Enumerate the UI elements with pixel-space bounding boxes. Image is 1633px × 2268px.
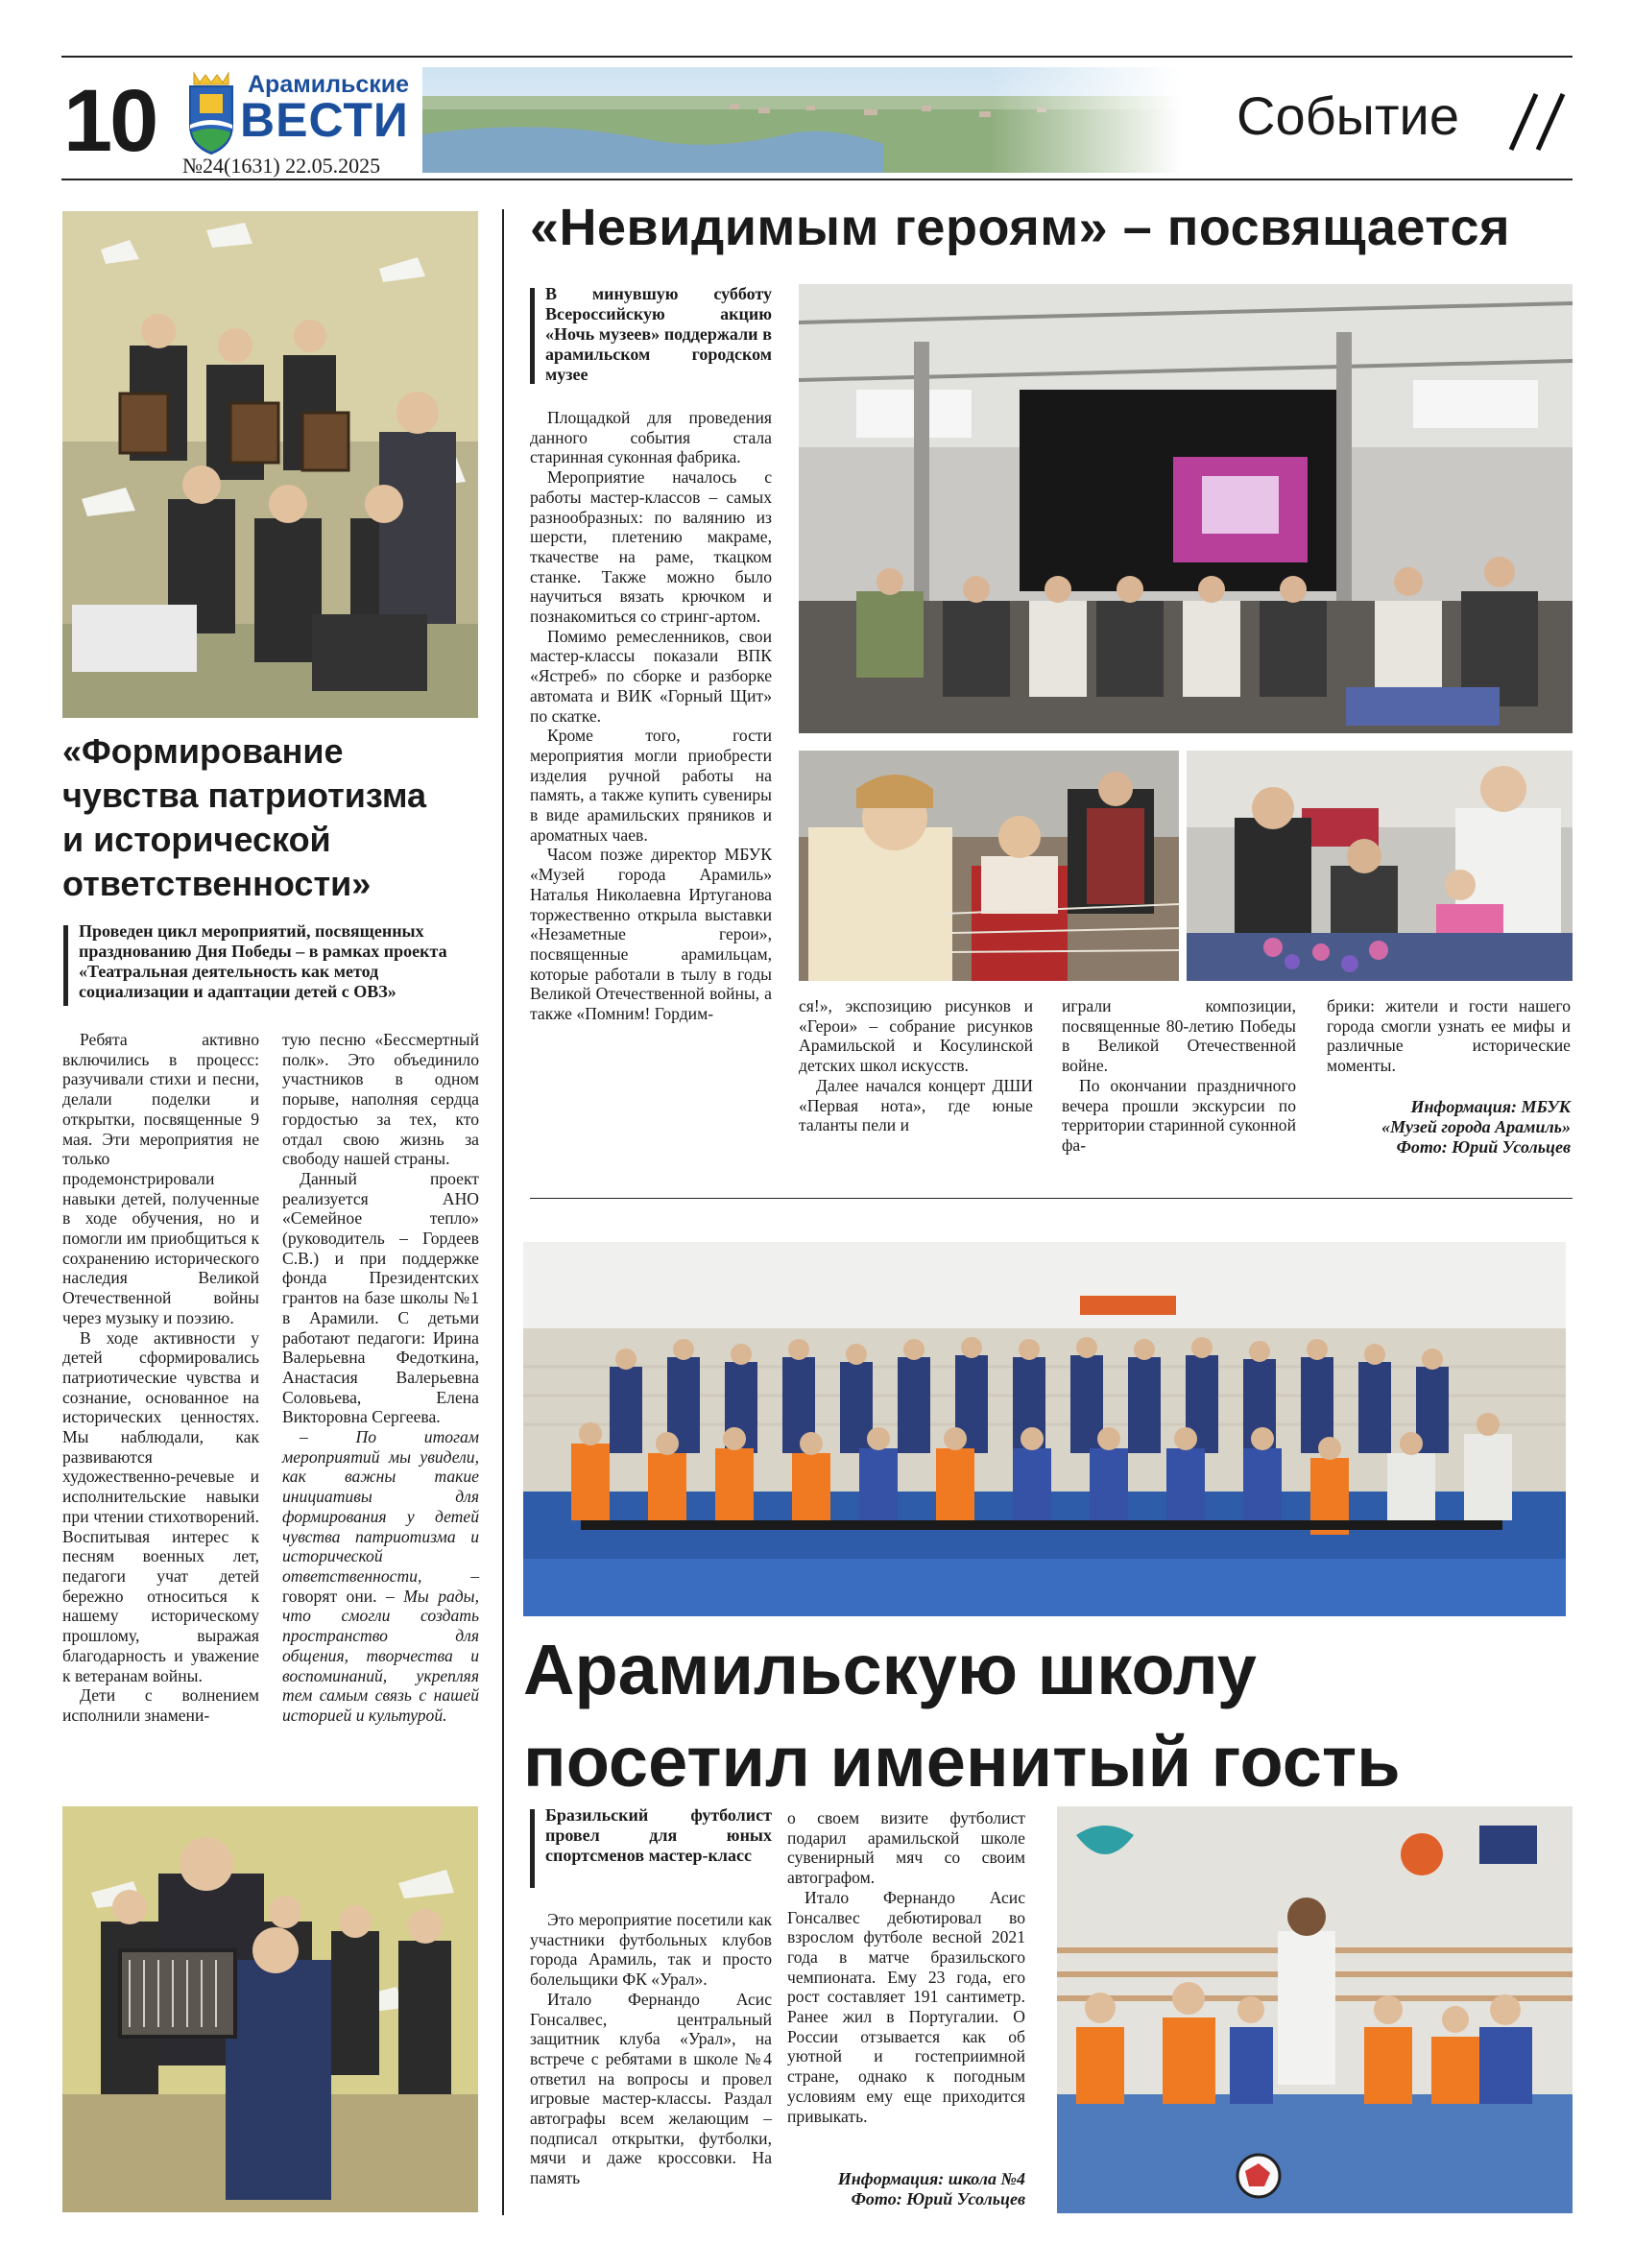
photo-museum-hall [799, 284, 1573, 733]
paragraph: Помимо ремесленников, свои мастер-классы показали ВПК «Ястреб» по сборке и разборке автомата и ВИК «Горный Щит» по скатке. [530, 626, 772, 726]
credit-line: Фото: Юрий Усольцев [851, 2189, 1025, 2208]
city-emblem-icon [182, 69, 240, 155]
left-headline-line: «Формирование [62, 731, 344, 771]
left-headline [62, 729, 485, 906]
brand-top: Арамильские [248, 71, 410, 98]
football-headline-line: Арамильскую школу [523, 1630, 1257, 1709]
left-lead: Проведен цикл мероприятий, посвященных празднованию Дня Победы – в рамках проекта «Театральная деятельность как метод социализации и адаптации детей с ОВЗ» [79, 921, 447, 1001]
paragraph: брики: жители и гости нашего города смогли узнать ее мифы и различные исторические моменты. [1327, 996, 1571, 1076]
paragraph: Кроме того, гости мероприятия могли приобрести изделия ручной работы на память, а также купить сувениры в виде арамильских пряников и ароматных чаев. [530, 726, 772, 845]
paragraph: Далее начался концерт ДШИ «Первая нота», где юные таланты пели и [799, 1075, 1033, 1135]
quote-text: – По итогам мероприятий мы увидели, как важны такие инициативы для формирования у детей чувства патриотизма и исторической ответственности, – [282, 1427, 479, 1586]
article-separator [530, 1198, 1573, 1199]
museum-column-1 [530, 408, 772, 1024]
paragraph: Это мероприятие посетили как участники футбольных клубов города Арамиль, так и просто болельщики ФК «Урал». [530, 1910, 772, 1990]
photo-felting-masterclass [1187, 751, 1573, 981]
paragraph: Мероприятие началось с работы мастер-классов – самых разнообразных: по валянию из шерсти, плетению макраме, ткачестве на раме, ткацком станке. Также можно было научиться вязать крючком и познакомиться со стринг-артом. [530, 467, 772, 627]
credit-line: Информация: школа №4 [837, 2169, 1025, 2188]
football-column-1 [530, 1910, 772, 2188]
paragraph: Дети с волнением исполнили знамени- [62, 1685, 259, 1725]
header-panorama [422, 67, 1181, 173]
photo-accordion-performance [62, 1806, 478, 2212]
column-divider [502, 209, 504, 2215]
museum-lead: В минувшую субботу Всероссийскую акцию «Ночь музеев» поддержали в арамильском городском музее [545, 284, 772, 384]
football-lead: Бразильский футболист провел для юных спортсменов мастер-класс [545, 1805, 772, 1865]
brand-logo [182, 69, 240, 155]
left-headline-line: ответственности» [62, 864, 372, 903]
museum-column-4 [1327, 996, 1571, 1076]
football-lead-bar [530, 1809, 535, 1888]
issue-number: №24(1631) 22.05.2025 [182, 154, 381, 178]
photo-schoolchildren-portraits [62, 211, 478, 718]
photo-footballer-with-kids [1057, 1806, 1573, 2213]
paragraph: В ходе активности у детей сформировались патриотические чувства и сознание, основанное на исторических ценностях. Мы наблюдали, как развиваются художественно-речевые и исполнительские навыки при чтении стихотворений. Воспитывая интерес к песням военных лет, педагоги учат детей бережно относиться к нашему историческому прошлому, выражая благодарность и уважение к ветеранам войны. [62, 1327, 259, 1685]
paragraph: По окончании праздничного вечера прошли экскурсии по территории старинной суконной фа- [1062, 1075, 1296, 1155]
photo-football-team-group [523, 1242, 1566, 1616]
football-column-2 [787, 1808, 1025, 2126]
paragraph: тую песню «Бессмертный полк». Это объединило участников в одном порыве, наполняя сердца гордостью за тех, кто отдал свою жизнь за свободу нашей страны. [282, 1030, 479, 1169]
paragraph: ся!», экспозицию рисунков и «Герои» – собрание рисунков Арамильской и Косулинской детских школ искусств. [799, 996, 1033, 1076]
football-credit [749, 2169, 1025, 2209]
top-rule [61, 56, 1573, 58]
paragraph: Часом позже директор МБУК «Музей города Арамиль» Наталья Николаевна Иртуганова торжественно открыла выставки «Незаметные герои», посвященные арамильцам, которые работали в тылу в годы Великой Отечественной войны, а также «Помним! Гордим- [530, 845, 772, 1024]
section-slash-icon [1507, 92, 1569, 152]
brand-main: ВЕСТИ [240, 93, 409, 147]
left-headline-line: и исторической [62, 820, 331, 859]
section-title: Событие [1237, 85, 1459, 146]
paragraph: Ребята активно включились в процесс: разучивали стихи и песни, делали поделки и открытки, посвященные 9 мая. Эти мероприятия не только продемонстрировали навыки детей, полученные в ходе обучения, но и помогли им приобщиться к сохранению исторического наследия Великой Отечественной войны через музыку и поэзию. [62, 1030, 259, 1327]
paragraph: Итало Фернандо Асис Гонсалвес дебютировал во взрослом футболе весной 2021 года в матче бразильского чемпионата. Ему 23 года, его рост составляет 191 сантиметр. Ранее жил в Португалии. О России отзывается как об уютной и гостеприимной стране, однако к погодным условиям ему еще приходится привыкать. [787, 1887, 1025, 2126]
paragraph: о своем визите футболист подарил арамильской школе сувенирный мяч со своим автографом. [787, 1808, 1025, 1888]
credit-line: «Музей города Арамиль» [1381, 1117, 1571, 1136]
museum-headline: «Невидимым героям» – посвящается [530, 199, 1511, 256]
left-column-1 [62, 1030, 259, 1726]
football-headline [523, 1624, 1573, 1808]
paragraph: Площадкой для проведения данного события стала старинная суконная фабрика. [530, 408, 772, 467]
museum-credit [1286, 1097, 1571, 1158]
photo-weaving-masterclass [799, 751, 1179, 981]
paragraph: Итало Фернандо Асис Гонсалвес, центральный защитник клуба «Урал», на встрече с ребятами в школе №4 ответил на вопросы и провел игровые мастер-классы. Раздал автографы всем желающим – подписал открытки, футболки, мячи и даже кроссовки. На память [530, 1989, 772, 2188]
page-number: 10 [63, 72, 156, 170]
paragraph: играли композиции, посвященные 80-летию Победы в Великой Отечественной войне. [1062, 996, 1296, 1076]
header-bottom-rule [61, 179, 1573, 180]
museum-lead-bar [530, 288, 535, 384]
left-column-2 [282, 1030, 479, 1726]
quote-attribution: говорят они. – [282, 1586, 404, 1606]
museum-column-2 [799, 996, 1033, 1135]
left-headline-line: чувства патриотизма [62, 776, 427, 815]
football-headline-line: посетил именитый гость [523, 1722, 1401, 1802]
paragraph: Данный проект реализуется АНО «Семейное тепло» (руководитель – Гордеев С.В.) и при поддержке фонда Президентских грантов на базе школы №1 в Арамили. С детьми работают педагоги: Ирина Валерьевна Федоткина, Анастасия Валерьевна Соловьева, Елена Викторовна Сергеева. [282, 1168, 479, 1427]
museum-column-3 [1062, 996, 1296, 1156]
quote-paragraph [282, 1427, 479, 1726]
credit-line: Информация: МБУК [1410, 1097, 1571, 1116]
left-lead-bar [63, 925, 68, 1006]
quote-text: Мы рады, что смогли создать пространство для общения, творчества и воспоминаний, укрепляя тем самым связь с нашей историей и культурой. [282, 1586, 479, 1725]
credit-line: Фото: Юрий Усольцев [1396, 1137, 1571, 1157]
